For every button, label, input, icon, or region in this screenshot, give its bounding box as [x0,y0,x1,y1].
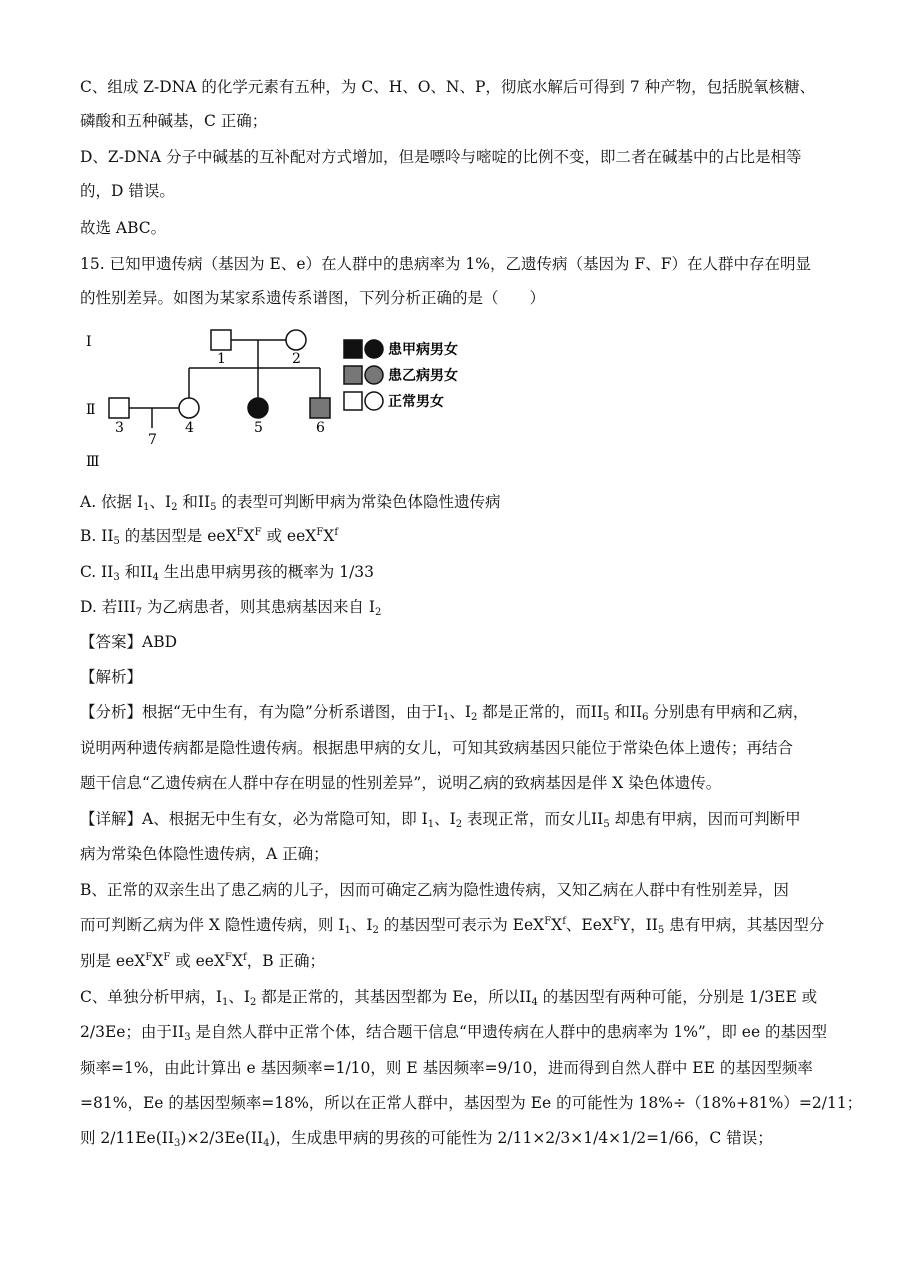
label-II-3: 3 [115,420,124,436]
pedigree-diagram [80,322,500,472]
generation-label-1: Ⅰ [86,334,92,350]
individual-II-4-female [179,398,199,418]
label-II-4: 4 [185,420,194,436]
label-III-7: 7 [148,432,157,448]
label-I-2: 2 [292,351,301,367]
individual-II-5-female-disease-a [248,398,268,418]
legend-normal-label: 正常男女 [388,394,444,410]
legend-male-disease-b-swatch [344,366,362,384]
label-II-5: 5 [254,420,263,436]
label-I-1: 1 [217,351,226,367]
paragraph-d-line-2: 的，D 错误。 [80,182,175,200]
option-c: C. $II_3$ 和$II_4$ 生出患甲病男孩的概率为 1/33 [80,563,375,583]
generation-label-3: Ⅲ [86,454,100,470]
legend-female-normal-swatch [365,392,383,410]
analysis-header: 【解析】 [80,668,143,686]
choose-line: 故选 ABC。 [80,219,167,237]
option-d: D. 若$III_7$ 为乙病患者，则其患病基因来自 $I_2$ [80,598,382,618]
paragraph-c-line-2: 磷酸和五种碱基，C 正确； [80,112,268,130]
detail-line-4: 而可判断乙病为伴 X 隐性遗传病，则 $I_1$、$I_2$ 的基因型可表示为 $EeX^FX^f$、EeX$^F$Y，$II_5$ 患有甲病，其基因型分 [80,916,825,936]
analysis-line-2: 说明两种遗传病都是隐性遗传病。根据患甲病的女儿，可知其致病基因只能位于常染色体上遗传；再结合 [80,739,794,757]
detail-line-5: 别是 $eeX^FX^F$ 或 $eeX^FX^f$，B 正确； [80,952,326,970]
legend-female-disease-a-swatch [365,340,383,358]
detail-line-9: =81%，Ee 的基因型频率=18%，所以在正常人群中，基因型为 Ee 的可能性为 18%÷（18%+81%）=2/11； [80,1094,863,1112]
legend-disease-b-label: 患乙病男女 [388,368,458,384]
legend-male-normal-swatch [344,392,362,410]
option-a: A. 依据 $I_1$、$I_2$ 和$II_5$ 的表型可判断甲病为常染色体隐性遗传病 [80,493,501,513]
detail-line-8: 频率=1%，由此计算出 e 基因频率=1/10，则 E 基因频率=9/10，进而得到自然人群中 EE 的基因型频率 [80,1059,813,1077]
analysis-line-1: 【分析】根据“无中生有，有为隐”分析系谱图，由于$I_1$、$I_2$ 都是正常的，而$II_5$ 和$II_6$ 分别患有甲病和乙病， [80,703,809,723]
option-b: B. $II_5$ 的基因型是 $eeX^FX^F$ 或 $eeX^FX^f$ [80,527,339,547]
individual-II-6-male-disease-b [310,398,330,418]
detail-line-2: 病为常染色体隐性遗传病，A 正确； [80,845,329,863]
detail-line-1: 【详解】A、根据无中生有女，必为常隐可知，即 $I_1$、$I_2$ 表现正常，而女儿$II_5$ 却患有甲病，因而可判断甲 [80,810,801,830]
individual-I-1-male [211,330,231,350]
question-15-line-1: 15. 已知甲遗传病（基因为 E、e）在人群中的患病率为 1%，乙遗传病（基因为 F、F）在人群中存在明显 [80,255,811,273]
detail-line-6: C、单独分析甲病，$I_1$、$I_2$ 都是正常的，其基因型都为 Ee，所以$II_4$ 的基因型有两种可能，分别是 1/3EE 或 [80,988,818,1008]
detail-line-7: 2/3Ee；由于$II_3$ 是自然人群中正常个体，结合题干信息“甲遗传病在人群中的患病率为 1%”，即 ee 的基因型 [80,1023,828,1043]
legend-disease-a-label: 患甲病男女 [388,342,458,358]
paragraph-c-line-1: C、组成 Z-DNA 的化学元素有五种，为 C、H、O、N、P，彻底水解后可得到 7 种产物，包括脱氧核糖、 [80,78,816,96]
legend-male-disease-a-swatch [344,340,362,358]
analysis-line-3: 题干信息“乙遗传病在人群中存在明显的性别差异”，说明乙病的致病基因是伴 X 染色体遗传。 [80,774,722,792]
question-15-line-2: 的性别差异。如图为某家系遗传系谱图，下列分析正确的是（ ） [80,289,546,307]
detail-line-10: 则 $2/11Ee(II_3)\times 2/3Ee(II_4)$，生成患甲病的男孩的可能性为 2/11×2/3×1/4×1/2=1/66，C 错误； [80,1129,773,1149]
paragraph-d-line-1: D、Z-DNA 分子中碱基的互补配对方式增加，但是嘌呤与嘧啶的比例不变，即二者在碱基中的占比是相等 [80,148,802,166]
generation-label-2: Ⅱ [86,402,96,418]
individual-I-2-female [286,330,306,350]
legend-female-disease-b-swatch [365,366,383,384]
label-II-6: 6 [316,420,325,436]
detail-line-3: B、正常的双亲生出了患乙病的儿子，因而可确定乙病为隐性遗传病，又知乙病在人群中有性别差异，因 [80,881,789,899]
individual-II-3-male [109,398,129,418]
answer-line: 【答案】ABD [80,633,178,651]
